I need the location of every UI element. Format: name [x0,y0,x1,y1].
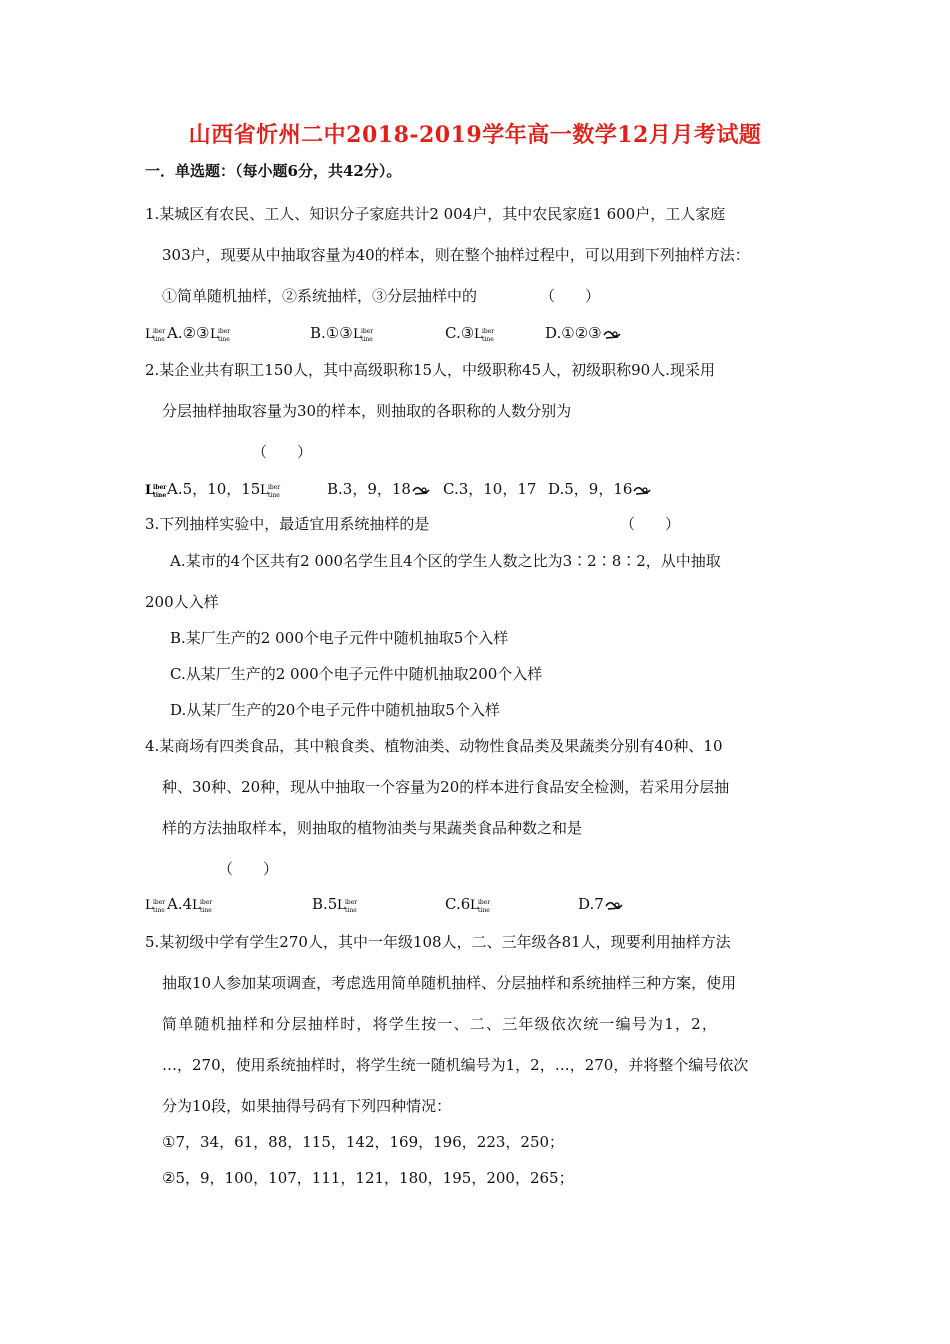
q5-line-1: 5.某初级中学有学生270人，其中一年级108人，二、三年级各81人，现要利用抽样方法 [145,933,731,951]
svg-text:tine: tine [153,492,167,498]
option-text: B.①③ [310,324,353,342]
option-text: D.5，9，16 [548,480,633,498]
svg-text:tine: tine [345,907,358,913]
svg-text:iber: iber [200,899,213,906]
q5-case-1: ①7，34，61，88，115，142，169，196，223，250； [162,1133,565,1151]
svg-text:iber: iber [478,899,491,906]
section-heading: 一．单选题：（每小题6分，共42分）。 [145,162,402,180]
svg-text:L: L [192,898,201,913]
svg-text:tine: tine [360,336,373,342]
q1-answer-bracket: （ ） [540,287,601,305]
svg-text:tine: tine [482,336,494,342]
libertine-mark-icon [210,326,232,342]
libertine-mark-icon [337,897,359,913]
svg-text:tine: tine [153,336,165,342]
svg-text:L: L [260,483,269,498]
q3-option-a-line-2: 200人入样 [145,593,219,611]
q2-option-a [145,478,282,499]
svg-text:tine: tine [153,907,165,913]
q2-answer-bracket: （ ） [252,443,313,461]
option-text: A.4 [167,895,193,913]
q4-option-a [145,895,214,913]
libertine-mark-icon [145,897,167,913]
q1-option-c [445,324,496,342]
q4-line-2: 种、30种、20种，现从中抽取一个容量为20的样本进行食品安全检测，若采用分层抽 [162,778,730,796]
q3-answer-bracket: （ ） [620,515,681,533]
svg-text:iber: iber [217,328,230,335]
scribble-mark-icon [632,483,652,497]
libertine-bold-mark-icon [145,482,167,498]
q5-line-5: 分为10段，如果抽得号码有下列四种情况： [162,1097,452,1115]
svg-text:iber: iber [345,899,358,906]
svg-text:L: L [470,898,479,913]
svg-text:iber: iber [153,328,166,335]
libertine-mark-icon [470,897,492,913]
option-text: D.7 [578,895,604,913]
scribble-mark-icon [604,898,624,912]
q4-option-c [445,895,492,913]
q3-line-1: 3.下列抽样实验中，最适宜用系统抽样的是 [145,515,430,533]
svg-text:iber: iber [153,484,167,491]
q4-line-3: 样的方法抽取样本，则抽取的植物油类与果蔬类食品种数之和是 [162,819,583,837]
libertine-mark-icon [353,326,375,342]
libertine-mark-icon [192,897,214,913]
q1-line-2: 303户，现要从中抽取容量为40的样本，则在整个抽样过程中，可以用到下列抽样方法： [162,246,750,264]
scribble-mark-icon [602,327,622,341]
q1-option-b [310,324,375,342]
svg-text:L: L [145,327,154,342]
svg-text:tine: tine [268,492,281,498]
option-text: A.5，10，15 [167,480,261,498]
option-text: D.①②③ [545,324,602,342]
q1-option-d [545,324,622,342]
option-text: C.3，10，17 [443,480,537,498]
q2-line-2: 分层抽样抽取容量为30的样本，则抽取的各职称的人数分别为 [162,402,572,420]
q3-option-c: C.从某厂生产的2 000个电子元件中随机抽取200个入样 [170,665,543,683]
q3-option-b: B.某厂生产的2 000个电子元件中随机抽取5个入样 [170,629,509,647]
svg-text:L: L [145,898,154,913]
q2-line-1: 2.某企业共有职工150人，其中高级职称15人，中级职称45人，初级职称90人.现采用 [145,361,715,379]
libertine-mark-icon [474,326,496,342]
q3-option-a-line-1: A.某市的4个区共有2 000名学生且4个区的学生人数之比为3∶2∶8∶2，从中抽取 [170,552,721,570]
q4-option-d [578,895,624,913]
svg-text:iber: iber [360,328,373,335]
q1-line-1: 1.某城区有农民、工人、知识分子家庭共计2 004户，其中农民家庭1 600户，工人家庭 [145,205,726,223]
option-text: A.②③ [167,324,210,342]
option-text: B.5 [312,895,338,913]
svg-text:tine: tine [478,907,491,913]
libertine-mark-icon [260,482,282,498]
q2-option-d [548,478,652,499]
q3-option-d: D.从某厂生产的20个电子元件中随机抽取5个入样 [170,701,500,719]
option-text: C.③ [445,324,475,342]
q4-line-1: 4.某商场有四类食品，其中粮食类、植物油类、动物性食品类及果蔬类分别有40种、10 [145,737,723,755]
svg-text:tine: tine [200,907,212,913]
q5-line-4: …，270，使用系统抽样时，将学生统一随机编号为1，2，…，270，并将整个编号依次 [162,1056,749,1074]
svg-text:iber: iber [268,484,281,491]
q2-option-c [443,478,536,499]
q1-option-a [145,324,232,342]
option-text: C.6 [445,895,471,913]
q1-line-3: ①简单随机抽样，②系统抽样，③分层抽样中的 [162,287,478,305]
q5-line-2: 抽取10人参加某项调查，考虑选用简单随机抽样、分层抽样和系统抽样三种方案，使用 [162,974,737,992]
q5-case-2: ②5，9，100，107，111，121，180，195，200，265； [162,1169,574,1187]
svg-text:L: L [337,898,346,913]
libertine-mark-icon [145,326,167,342]
q2-option-b [327,478,431,499]
svg-text:iber: iber [482,328,495,335]
q4-answer-bracket: （ ） [218,860,279,878]
exam-title: 山西省忻州二中2018-2019学年高一数学12月月考试题 [188,122,762,148]
q5-line-3: 简单随机抽样和分层抽样时，将学生按一、二、三年级依次统一编号为1，2， [162,1015,719,1033]
svg-text:L: L [145,483,155,498]
svg-text:iber: iber [153,899,166,906]
svg-text:L: L [474,327,483,342]
svg-text:L: L [352,327,362,342]
option-text: B.3，9，18 [327,480,411,498]
scribble-mark-icon [411,483,431,497]
q4-option-b [312,895,359,913]
svg-text:tine: tine [217,336,230,342]
svg-text:L: L [209,327,219,342]
